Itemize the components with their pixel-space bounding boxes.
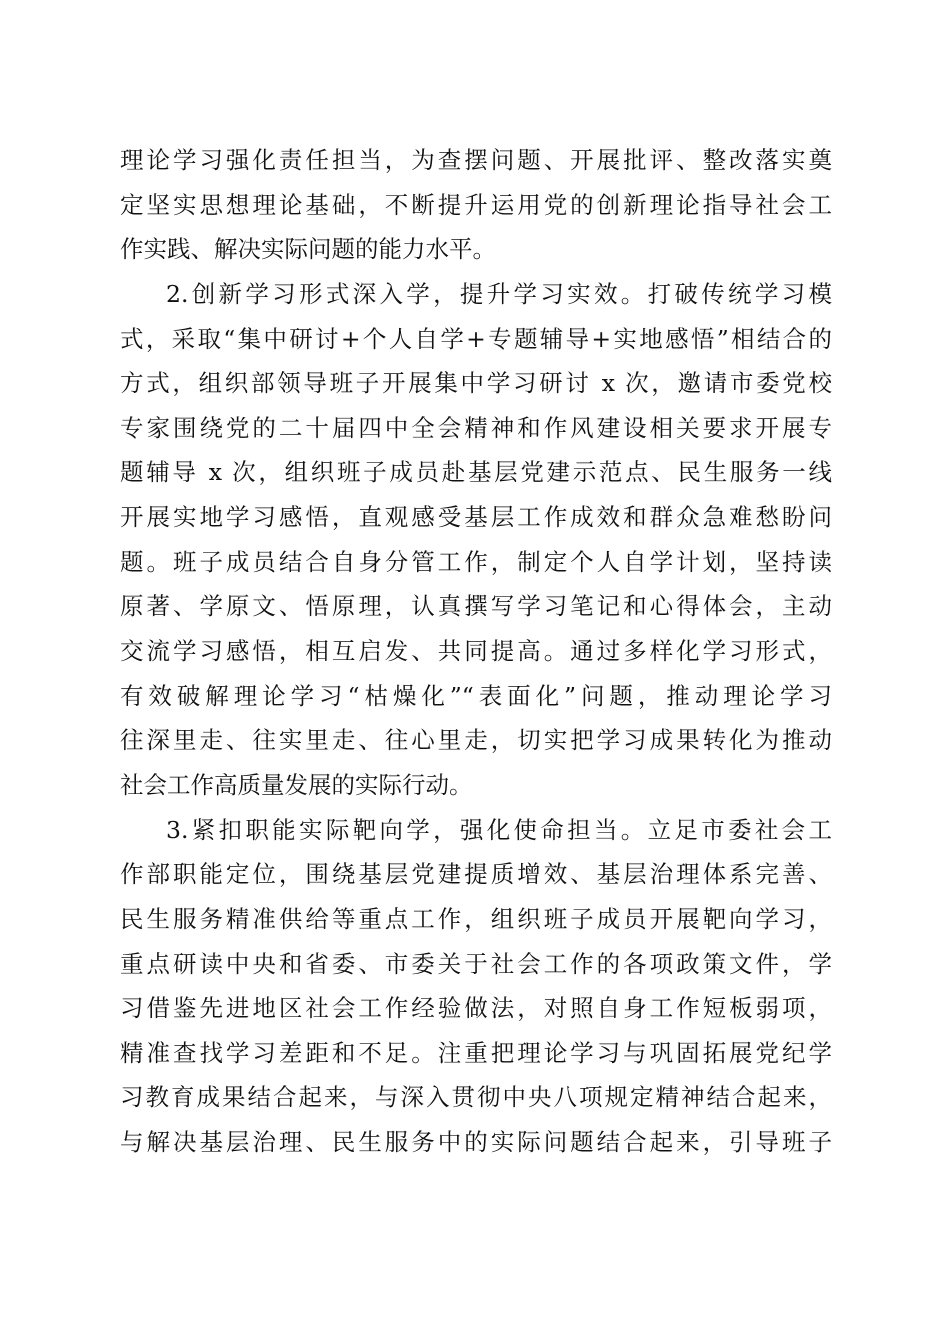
- text-line: 方式，组织部领导班子开展集中学习研讨 x 次，邀请市委党校: [120, 369, 832, 398]
- body-text: [120, 138, 832, 1165]
- paragraph-3-heading-line: 3.紧扣职能实际靶向学，强化使命担当。立足市委社会工: [166, 815, 832, 844]
- text-line: 题。班子成员结合自身分管工作，制定个人自学计划，坚持读: [120, 547, 832, 576]
- text-line: 作实践、解决实际问题的能力水平。: [120, 235, 496, 264]
- text-line: 交流学习感悟，相互启发、共同提高。通过多样化学习形式，: [120, 637, 832, 666]
- text-line: 精准查找学习差距和不足。注重把理论学习与巩固拓展党纪学: [120, 1038, 832, 1067]
- text-line: 专家围绕党的二十届四中全会精神和作风建设相关要求开展专: [120, 413, 832, 442]
- text-line: 习借鉴先进地区社会工作经验做法，对照自身工作短板弱项，: [120, 994, 832, 1023]
- text-line: 理论学习强化责任担当，为查摆问题、开展批评、整改落实奠: [120, 146, 832, 174]
- text-line: 习教育成果结合起来，与深入贯彻中央八项规定精神结合起来，: [120, 1083, 832, 1112]
- text-line: 作部职能定位，围绕基层党建提质增效、基层治理体系完善、: [120, 860, 832, 889]
- text-line: 与解决基层治理、民生服务中的实际问题结合起来，引导班子: [120, 1128, 832, 1157]
- text-line: 定坚实思想理论基础，不断提升运用党的创新理论指导社会工: [120, 190, 832, 219]
- text-line: 重点研读中央和省委、市委关于社会工作的各项政策文件，学: [120, 949, 832, 978]
- text-line: 开展实地学习感悟，直观感受基层工作成效和群众急难愁盼问: [120, 503, 832, 532]
- text-line: 有效破解理论学习“枯燥化”“表面化”问题，推动理论学习: [120, 681, 832, 710]
- paragraph-2-heading-line: 2.创新学习形式深入学，提升学习实效。打破传统学习模: [166, 279, 832, 308]
- text-line: 往深里走、往实里走、往心里走，切实把学习成果转化为推动: [120, 726, 832, 755]
- text-line: 社会工作高质量发展的实际行动。: [120, 770, 473, 799]
- text-line: 题辅导 x 次，组织班子成员赴基层党建示范点、民生服务一线: [120, 458, 832, 487]
- text-line: 民生服务精准供给等重点工作，组织班子成员开展靶向学习，: [120, 904, 832, 933]
- text-line: 原著、学原文、悟原理，认真撰写学习笔记和心得体会，主动: [120, 592, 832, 621]
- text-line: 式，采取“集中研讨+个人自学+专题辅导+实地感悟”相结合的: [120, 324, 832, 353]
